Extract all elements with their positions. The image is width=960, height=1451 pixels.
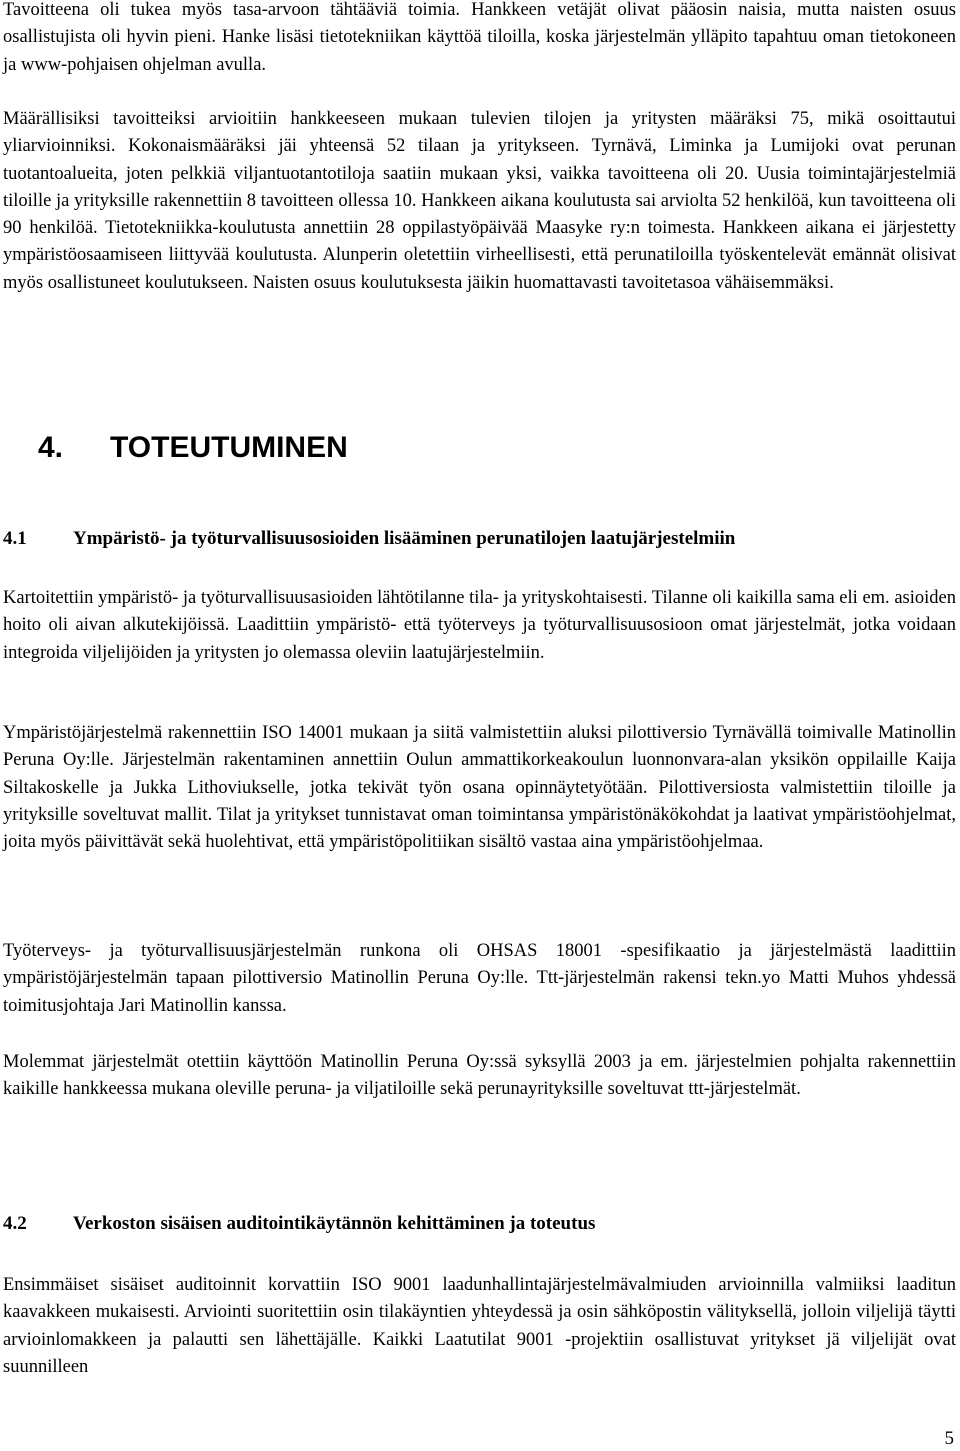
section-title: Verkoston sisäisen auditointikäytännön kehittäminen ja toteutus (73, 1213, 596, 1234)
paragraph-ohsas: Työterveys- ja työturvallisuusjärjestelmän runkona oli OHSAS 18001 -spesifikaatio ja järjestelmästä laadittiin ympäristöjärjestelmän tapaan pilottiversio Matinollin Peruna Oy:lle. Ttt-järjestelmän rakensi tekn.yo Matti Muhos yhdessä toimitusjohtaja Jari Matinollin kanssa. (3, 941, 956, 1016)
paragraph-deployment: Molemmat järjestelmät otettiin käyttöön Matinollin Peruna Oy:ssä syksyllä 2003 ja em. järjestelmien pohjalta rakennettiin kaikille hankkeessa mukana oleville peruna- ja viljatiloille sekä perunayrityksille soveltuvat ttt-järjestelmät. (3, 1052, 956, 1100)
chapter-heading (38, 430, 348, 466)
section-title: Ympäristö- ja työturvallisuusosioiden lisääminen perunatilojen laatujärjestelmiin (73, 528, 736, 549)
paragraph-audits: Ensimmäiset sisäiset auditoinnit korvattiin ISO 9001 laadunhallintajärjestelmävalmiuden arvioinnilla valmiiksi laaditun kaavakkeen mukaisesti. Arviointi suoritettiin osin tilakäyntien yhteydessä ja osin sähköpostin välityksellä, jolloin viljelijä täytti arvioinlomakkeen ja palautti sen lähettäjälle. Kaikki Laatutilat 9001 -projektiin osallistuvat yritykset jä viljelijät ovat suunnilleen (3, 1275, 956, 1377)
section-heading-4-1 (3, 527, 735, 551)
chapter-title: TOTEUTUMINEN (110, 431, 348, 464)
section-number: 4.2 (3, 1213, 27, 1234)
paragraph-iso-14001: Ympäristöjärjestelmä rakennettiin ISO 14001 mukaan ja siitä valmistettiin aluksi pilottiversio Tyrnävällä toimivalle Matinollin Peruna Oy:lle. Järjestelmän rakentaminen annettiin Oulun ammattikorkeakoulun luonnonvara-alan yksikön oppilaille Kaija Siltakoskelle ja Jukka Lithoviukselle, jotka tekivät työn osana opinnäytetyötään. Pilottiversiosta valmistettiin tiloille ja yrityksille soveltuvat mallit. Tilat ja yritykset tunnistavat oman toimintansa ympäristönäkökohdat ja laativat ympäristöohjelmat, joita myös päivittävät sekä huolehtivat, että ympäristöpolitiikan sisältö vastaa aina ympäristöohjelmaa. (3, 723, 956, 853)
section-number: 4.1 (3, 528, 27, 549)
paragraph-equality-goals: Tavoitteena oli tukea myös tasa-arvoon tähtääviä toimia. Hankkeen vetäjät olivat pääosin naisia, mutta naisten osuus osallistujista oli hyvin pieni. Hanke lisäsi tietotekniikan käyttöä tiloilla, koska järjestelmän ylläpito tapahtuu oman tietokoneen ja www-pohjaisen ohjelman avulla. (3, 0, 956, 75)
chapter-number: 4. (38, 431, 64, 464)
paragraph-mapping: Kartoitettiin ympäristö- ja työturvallisuusasioiden lähtötilanne tila- ja yrityskohtaisesti. Tilanne oli kaikilla sama eli em. asioiden hoito oli aivan alkutekijöissä. Laadittiin ympäristö- että työterveys ja työturvallisuusosioon omat järjestelmät, jotka voidaan integroida viljelijöiden ja yritysten jo olemassa oleviin laatujärjestelmiin. (3, 588, 956, 663)
page-number: 5 (944, 1428, 954, 1449)
paragraph-quantitative-goals: Määrällisiksi tavoitteiksi arvioitiin hankkeeseen mukaan tulevien tilojen ja yritysten määräksi 75, mikä osoittautui yliarvioinniksi. Kokonaismääräksi jäi yhteensä 52 tilaan ja yritykseen. Tyrnävä, Liminka ja Lumijoki ovat perunan tuotantoalueita, joten pelkkiä viljantuotantotiloja saatiin mukaan yksi, vaikka tavoitteena oli 20. Uusia toimintajärjestelmiä tiloille ja yrityksille rakennettiin 8 tavoitteen ollessa 10. Hankkeen aikana koulutusta sai arviolta 52 henkilöä, kun tavoitteena oli 90 henkilöä. Tietotekniikka-koulutusta annettiin 28 oppilastyöpäivää Maasyke ry:n toimesta. Hankkeen aikana ei järjestetty ympäristöosaamiseen liittyvää koulutusta. Alunperin oletettiin virheellisesti, että perunatiloilla työskentelevät emännät olisivat myös osallistuneet koulutukseen. Naisten osuus koulutuksesta jäikin huomattavasti tavoitetasoa vähäisemmäksi. (3, 109, 956, 293)
section-heading-4-2 (3, 1212, 595, 1236)
